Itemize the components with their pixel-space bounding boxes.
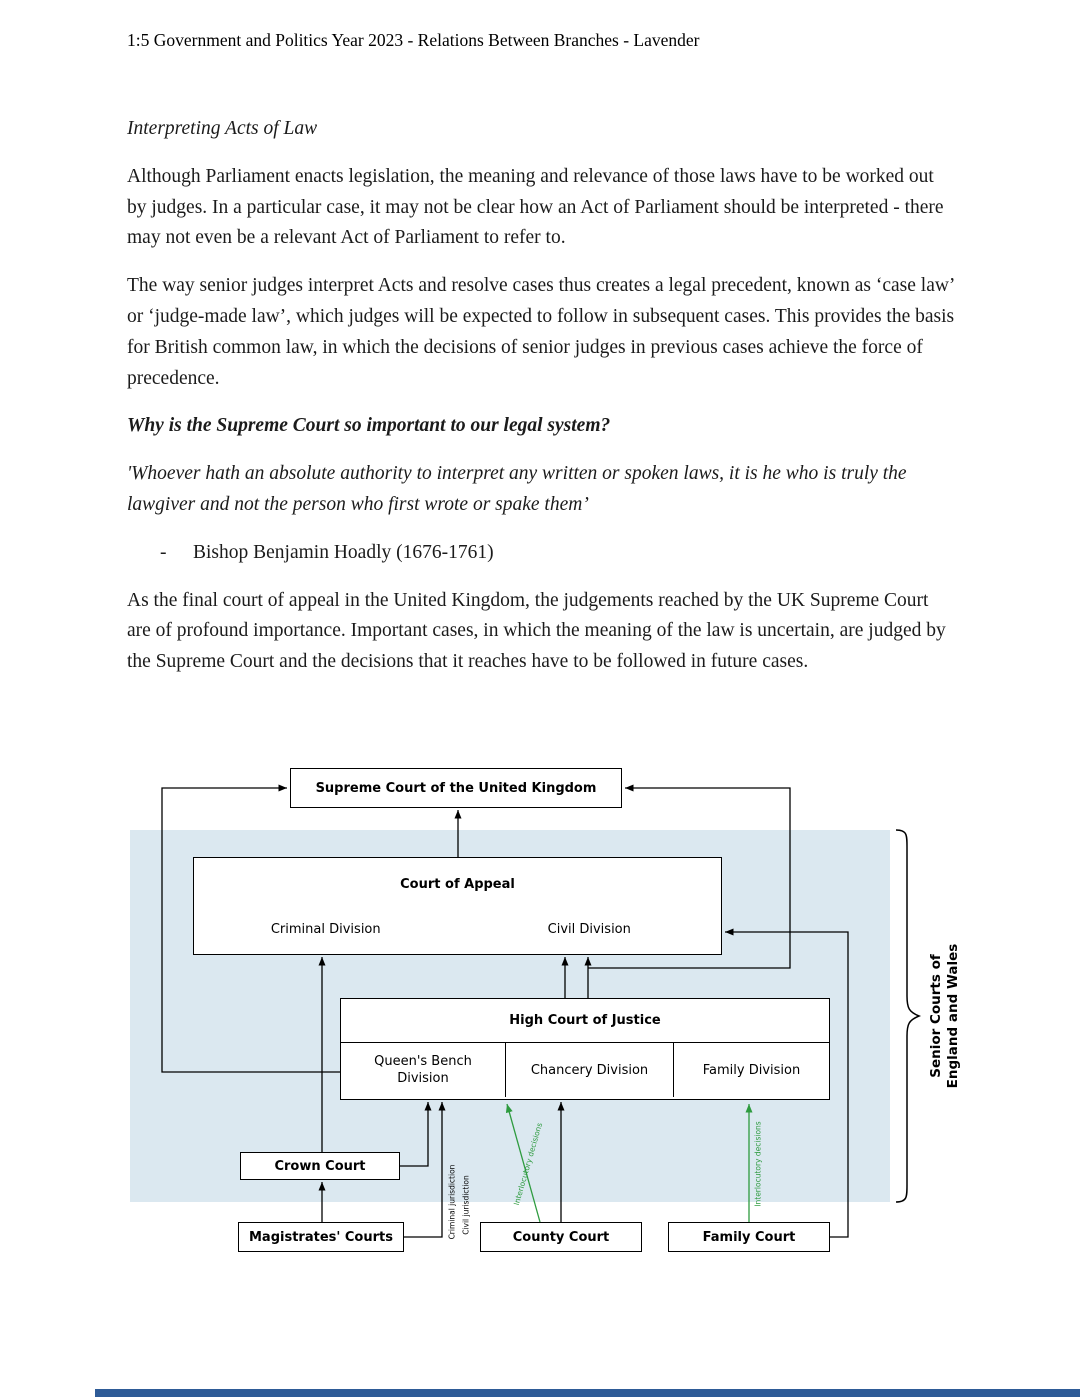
queens-bench-cell [341,1043,505,1097]
civil-division-label: Civil Division [547,922,631,937]
criminal-division-label: Criminal Division [270,922,381,937]
senior-courts-brace [896,830,919,1202]
high-court-label: High Court of Justice [341,999,829,1043]
paragraph-3: As the final court of appeal in the United Kingdom, the judgements reached by the UK Supreme Court are of profound importance. Important cases, in which the meaning of the law is uncertain, are judged by the Supreme Court and the decisions that it reaches have to be followed in future cases. [127,589,946,673]
attribution-dash: - [160,541,167,563]
senior-courts-label [928,926,964,1106]
family-division-cell [674,1043,829,1097]
county-court-box [480,1222,642,1252]
family-court-label: Family Court [702,1229,796,1245]
supreme-court-label: Supreme Court of the United Kingdom [315,780,597,796]
high-court-divisions [341,1043,829,1097]
interlocutory-decisions-family-label: Interlocutory decisions [753,1121,763,1207]
court-of-appeal-divisions [194,922,721,937]
family-court-box [668,1222,830,1252]
court-of-appeal-label: Court of Appeal [400,877,515,892]
section-heading: Interpreting Acts of Law [127,118,318,139]
attribution-name: Bishop Benjamin Hoadly (1676-1761) [193,541,494,563]
family-division-label: Family Division [702,1062,801,1078]
court-of-appeal-box [193,857,722,955]
quote-attribution [127,538,957,569]
footer-bar [95,1389,1080,1397]
magistrates-courts-box [238,1222,404,1252]
document-header: 1:5 Government and Politics Year 2023 - Relations Between Branches - Lavender [127,30,700,50]
paragraph-1: Although Parliament enacts legislation, the meaning and relevance of those laws have to be worked out by judges. In a particular case, it may not be clear how an Act of Parliament should be interpreted - there may not even be a relevant Act of Parliament to refer to. [127,165,944,249]
quote-text: 'Whoever hath an absolute authority to interpret any written or spoken laws, it is he who is truly the lawgiver and not the person who first wrote or spake them’ [127,463,907,515]
crown-court-box [240,1152,400,1180]
supreme-court-box [290,768,622,808]
interlocutory-decisions-county-label: Interlocutory decisions [511,1121,545,1207]
chancery-cell [505,1043,674,1097]
high-court-box [340,998,830,1100]
paragraph-2: The way senior judges interpret Acts and resolve cases thus creates a legal precedent, known as ‘case law’ or ‘judge-made law’, which judges will be expected to follow in subsequent cases. This provides the basis for British common law, in which the decisions of senior judges in previous cases achieve the force of precedence. [127,275,955,389]
county-court-label: County Court [512,1229,610,1245]
crown-court-label: Crown Court [274,1158,366,1174]
court-structure-diagram [0,740,1080,1300]
queens-bench-label: Queen's Bench Division [374,1054,472,1086]
document-body [127,114,957,695]
senior-courts-line2: England and Wales [945,943,961,1089]
senior-courts-line1: Senior Courts of [928,954,944,1078]
chancery-label: Chancery Division [530,1062,649,1078]
magistrates-courts-label: Magistrates' Courts [249,1229,393,1245]
question-heading: Why is the Supreme Court so important to our legal system? [127,415,611,437]
civil-jurisdiction-label: Civil jurisdiction [461,1175,471,1235]
criminal-jurisdiction-label: Criminal jurisdiction [447,1164,457,1240]
